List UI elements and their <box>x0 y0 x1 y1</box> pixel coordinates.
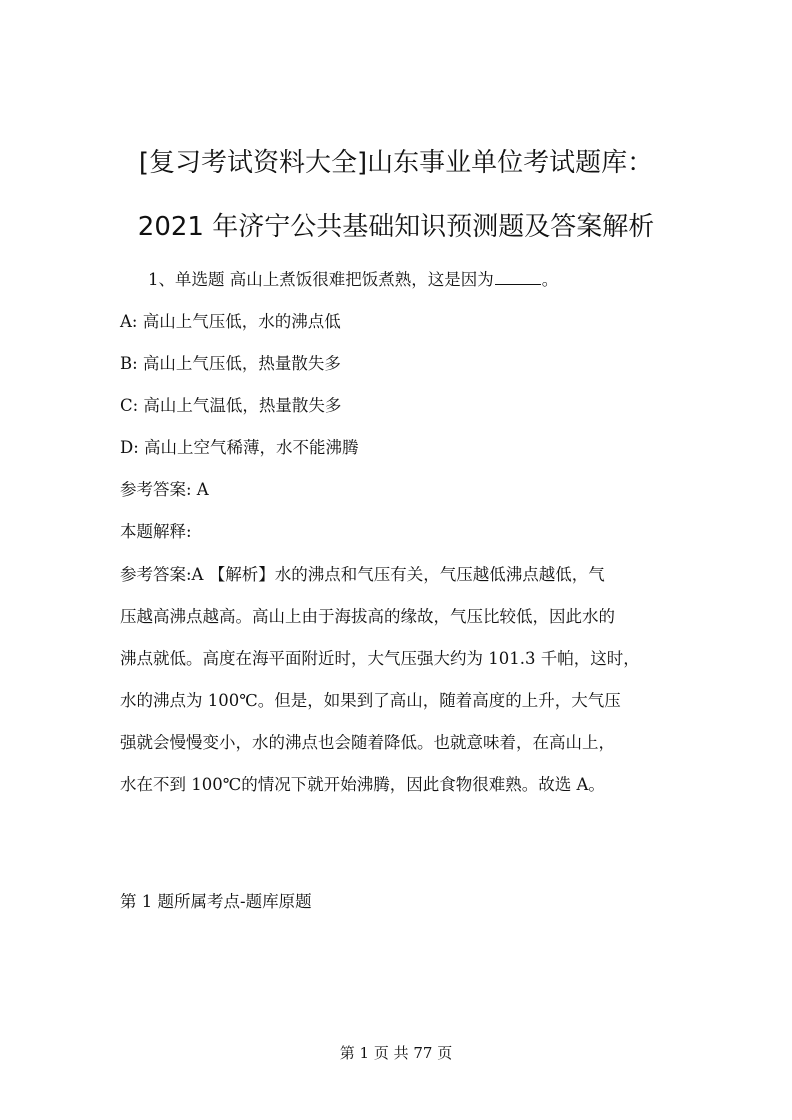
option-c: C: 高山上气温低，热量散失多 <box>120 396 342 415</box>
question-text: 1、单选题 高山上煮饭很难把饭煮熟，这是因为 <box>148 270 494 289</box>
explanation-heading: 本题解释: <box>120 522 192 541</box>
answer-blank <box>495 270 541 285</box>
reference-answer: 参考答案: A <box>120 480 209 499</box>
explanation-body <box>120 554 680 806</box>
explanation-line: 参考答案:A 【解析】水的沸点和气压有关，气压越低沸点越低，气 <box>120 565 605 584</box>
option-a: A: 高山上气压低，水的沸点低 <box>120 312 341 331</box>
page-number: 第 1 页 共 77 页 <box>339 1044 453 1062</box>
question-stem <box>148 266 558 290</box>
question-topic: 第 1 题所属考点-题库原题 <box>120 892 312 911</box>
explanation-line: 水的沸点为 100℃。但是，如果到了高山，随着高度的上升，大气压 <box>120 691 621 710</box>
document-title-line2: 2021 年济宁公共基础知识预测题及答案解析 <box>137 212 655 242</box>
option-b: B: 高山上气压低，热量散失多 <box>120 354 341 373</box>
explanation-line: 沸点就低。高度在海平面附近时，大气压强大约为 101.3 千帕，这时， <box>120 649 640 668</box>
explanation-line: 压越高沸点越高。高山上由于海拔高的缘故，气压比较低，因此水的 <box>120 607 615 626</box>
option-d: D: 高山上空气稀薄，水不能沸腾 <box>120 438 359 457</box>
document-title-line1: [复习考试资料大全]山东事业单位考试题库： <box>138 148 654 178</box>
explanation-line: 水在不到 100℃的情况下就开始沸腾，因此食物很难熟。故选 A。 <box>120 775 605 794</box>
question-suffix: 。 <box>541 270 559 289</box>
explanation-line: 强就会慢慢变小，水的沸点也会随着降低。也就意味着，在高山上， <box>120 733 615 752</box>
